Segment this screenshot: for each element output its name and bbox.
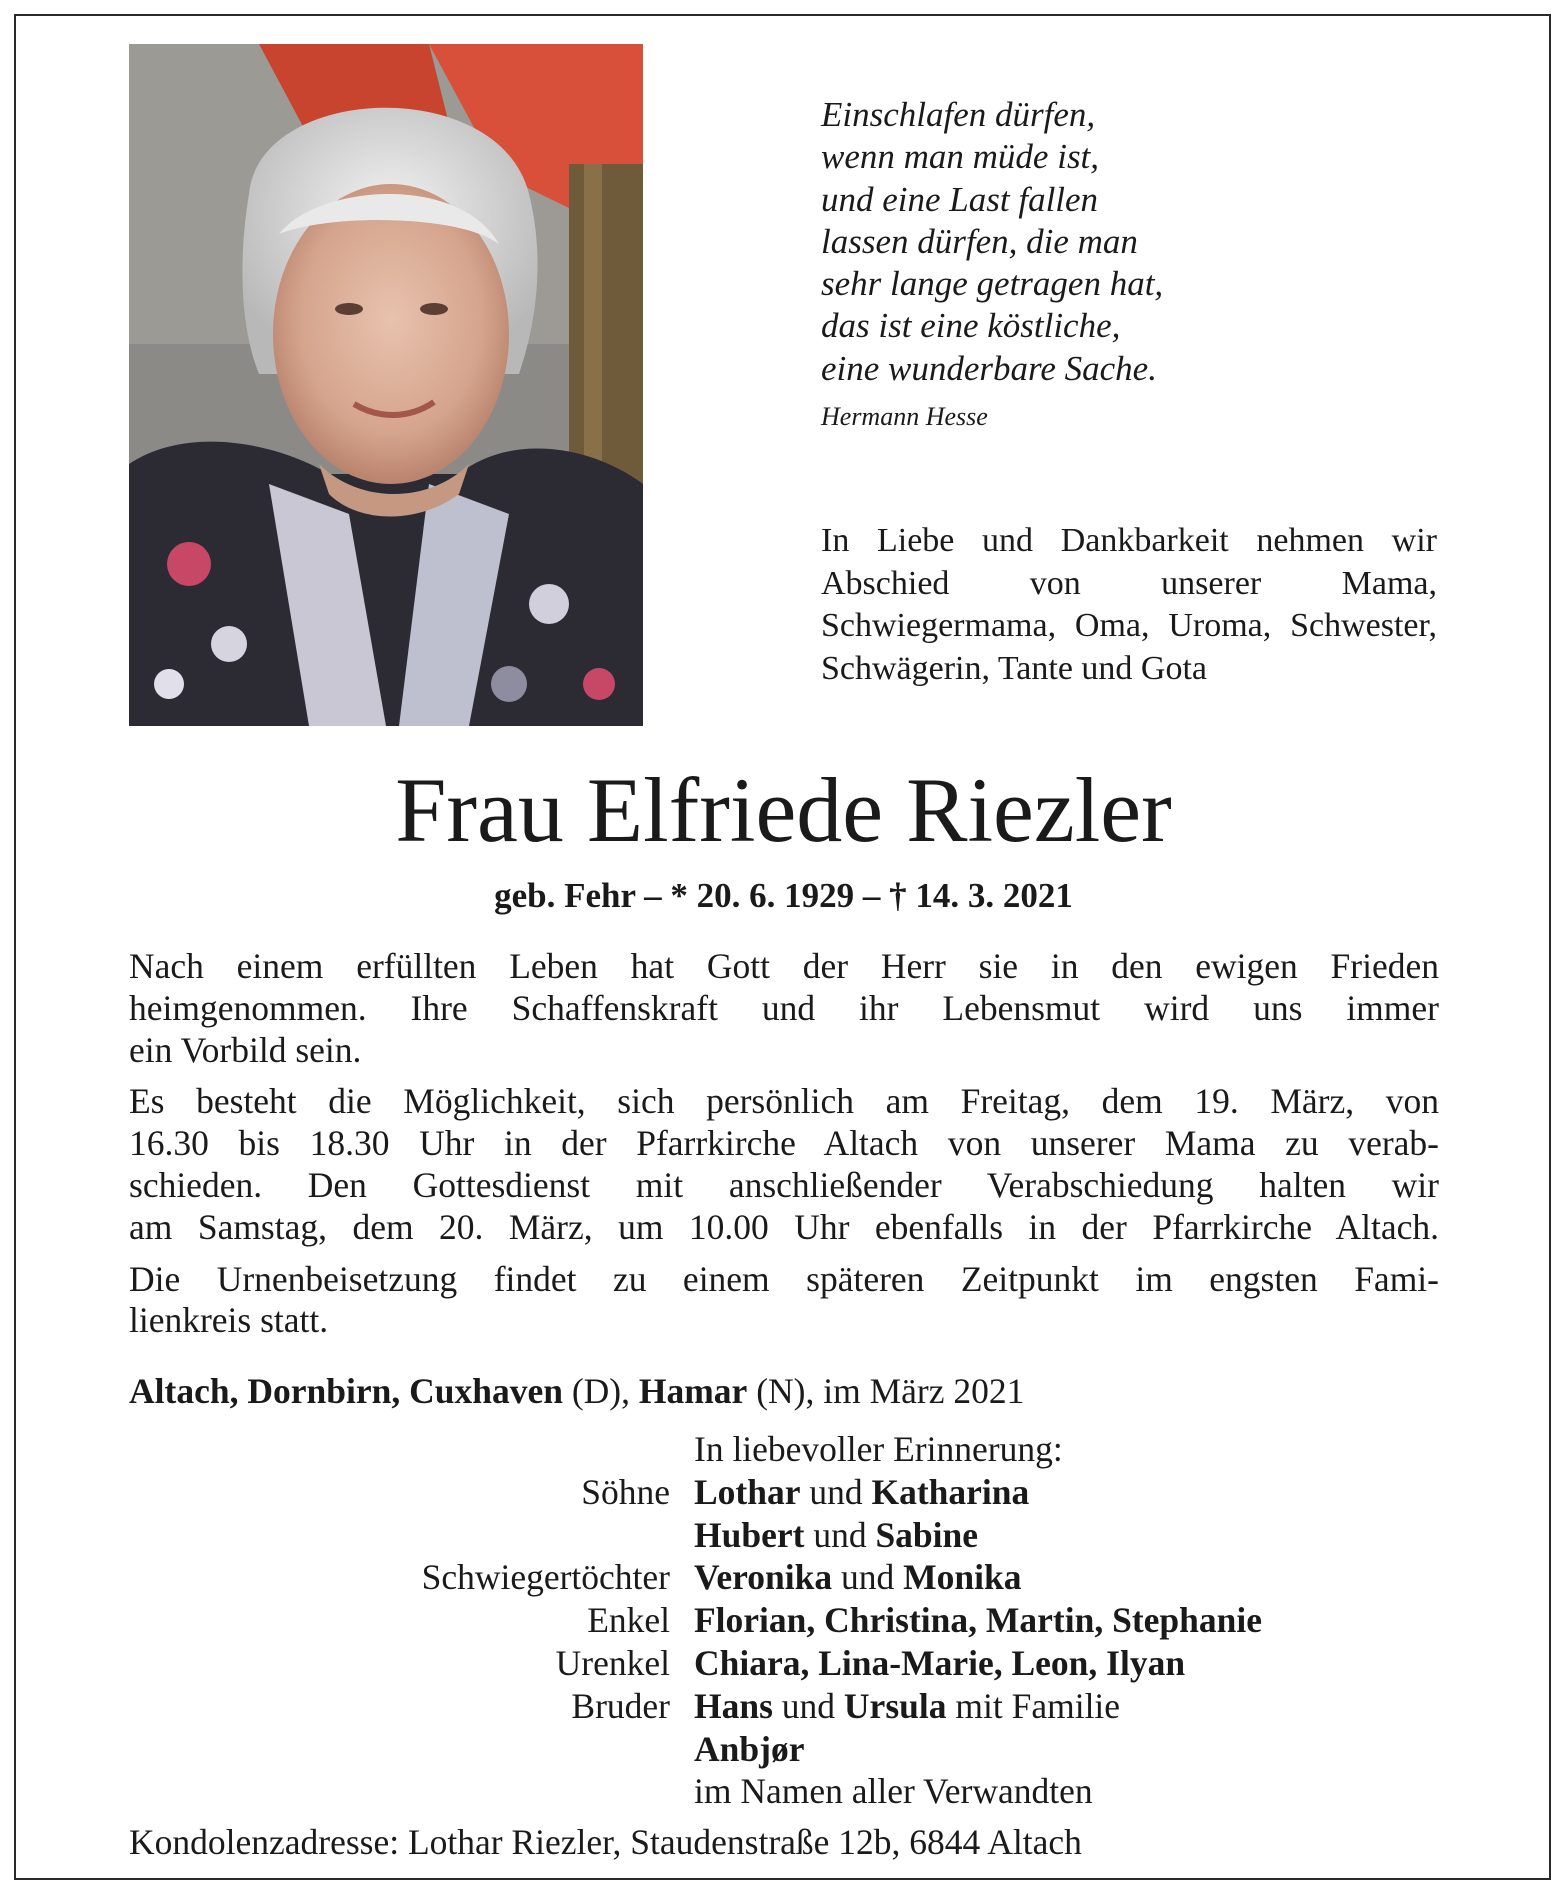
family-row	[129, 1685, 1439, 1728]
family-names	[694, 1514, 978, 1557]
family-name: Hubert	[694, 1514, 805, 1555]
poem-line: das ist eine köstliche,	[821, 306, 1121, 346]
family-name: Ursula	[843, 1685, 947, 1726]
family-list	[129, 1428, 1439, 1813]
text-line: Nach einem erfüllten Leben hat Gott der Herr sie in den ewigen Frieden	[129, 946, 1439, 986]
text-line: 16.30 bis 18.30 Uhr in der Pfarrkirche Altach von unserer Mama zu verab-	[129, 1123, 1439, 1164]
country-code: (D),	[562, 1371, 639, 1411]
poem	[821, 94, 1381, 390]
family-name: Katharina	[871, 1471, 1030, 1512]
family-names	[694, 1556, 1021, 1599]
family-label: Enkel	[587, 1600, 670, 1641]
family-connector: und	[772, 1685, 844, 1726]
family-tail: mit Familie	[946, 1685, 1121, 1726]
family-names	[694, 1685, 1120, 1728]
text-line: lienkreis statt.	[129, 1300, 329, 1341]
portrait-photo	[129, 44, 643, 726]
paragraph	[129, 1259, 1439, 1343]
family-heading-row	[129, 1428, 1439, 1471]
places-line	[129, 1370, 1024, 1412]
text-line: schieden. Den Gottesdienst mit anschließender Verabschiedung halten wir	[129, 1164, 1439, 1205]
poem-line: sehr lange getragen hat,	[821, 264, 1164, 304]
poem-line: eine wunderbare Sache.	[821, 348, 1157, 388]
text-line: ein Vorbild sein.	[129, 1029, 362, 1070]
family-label: Schwiegertöchter	[421, 1557, 670, 1598]
family-name: Florian, Christina, Martin, Stephanie	[694, 1600, 1263, 1641]
family-row	[129, 1556, 1439, 1599]
text-line: heimgenommen. Ihre Schaffenskraft und ihr Lebensmut wird uns immer	[129, 987, 1439, 1028]
family-names	[694, 1728, 804, 1771]
family-name: Monika	[903, 1557, 1022, 1598]
family-label: Söhne	[581, 1471, 670, 1512]
family-row	[129, 1514, 1439, 1557]
paragraph	[129, 946, 1439, 1071]
poem-line: Einschlafen dürfen,	[821, 95, 1096, 134]
announcement-body	[129, 946, 1439, 1352]
places-bold: Altach, Dornbirn, Cuxhaven	[129, 1371, 563, 1411]
condolence-address: Kondolenzadresse: Lothar Riezler, Staudenstraße 12b, 6844 Altach	[129, 1822, 1082, 1862]
places-bold: Hamar	[638, 1371, 748, 1411]
family-connector: und	[832, 1557, 904, 1598]
paragraph	[129, 1081, 1439, 1248]
family-label	[129, 1428, 694, 1471]
text-line: Die Urnenbeisetzung findet zu einem späteren Zeitpunkt im engsten Fami-	[129, 1258, 1439, 1299]
family-label: Urenkel	[555, 1642, 670, 1683]
life-dates: geb. Fehr – * 20. 6. 1929 – † 14. 3. 2021	[494, 876, 1073, 915]
family-name: Veronika	[694, 1557, 833, 1598]
poem-line: und eine Last fallen	[821, 179, 1099, 219]
family-name: Anbjør	[694, 1728, 805, 1769]
family-row	[129, 1728, 1439, 1771]
poem-line: lassen dürfen, die man	[821, 221, 1138, 261]
text-line: Es besteht die Möglichkeit, sich persönlich am Freitag, dem 19. März, von	[129, 1081, 1439, 1122]
family-row	[129, 1642, 1439, 1685]
places-date: im März 2021	[823, 1371, 1025, 1411]
family-name: Sabine	[875, 1514, 979, 1555]
family-row	[129, 1471, 1439, 1514]
family-closing: im Namen aller Verwandten	[694, 1771, 1093, 1812]
intro-text: In Liebe und Dankbarkeit nehmen wir Abschied von unserer Mama, Schwiegermama, Oma, Uroma, Schwester, Schwägerin, Tante und Gota	[821, 522, 1437, 687]
family-connector: und	[804, 1514, 876, 1555]
family-heading: In liebevoller Erinnerung:	[694, 1429, 1063, 1469]
family-label	[129, 1770, 694, 1813]
country-code: (N),	[747, 1371, 824, 1411]
poem-author: Hermann Hesse	[821, 402, 988, 431]
family-names	[694, 1642, 1185, 1685]
poem-line: wenn man müde ist,	[821, 137, 1100, 177]
family-label: Bruder	[571, 1685, 670, 1726]
deceased-name: Frau Elfriede Riezler	[395, 759, 1172, 861]
family-name: Lothar	[694, 1471, 801, 1512]
family-connector: und	[800, 1471, 872, 1512]
family-label	[129, 1514, 694, 1557]
family-row	[129, 1599, 1439, 1642]
family-closing-row	[129, 1770, 1439, 1813]
family-names	[694, 1471, 1029, 1514]
text-line: am Samstag, dem 20. März, um 10.00 Uhr ebenfalls in der Pfarrkirche Altach.	[129, 1206, 1439, 1247]
family-name: Chiara, Lina-Marie, Leon, Ilyan	[694, 1642, 1186, 1683]
family-name: Hans	[694, 1685, 773, 1726]
family-names	[694, 1599, 1262, 1642]
family-label	[129, 1728, 694, 1771]
